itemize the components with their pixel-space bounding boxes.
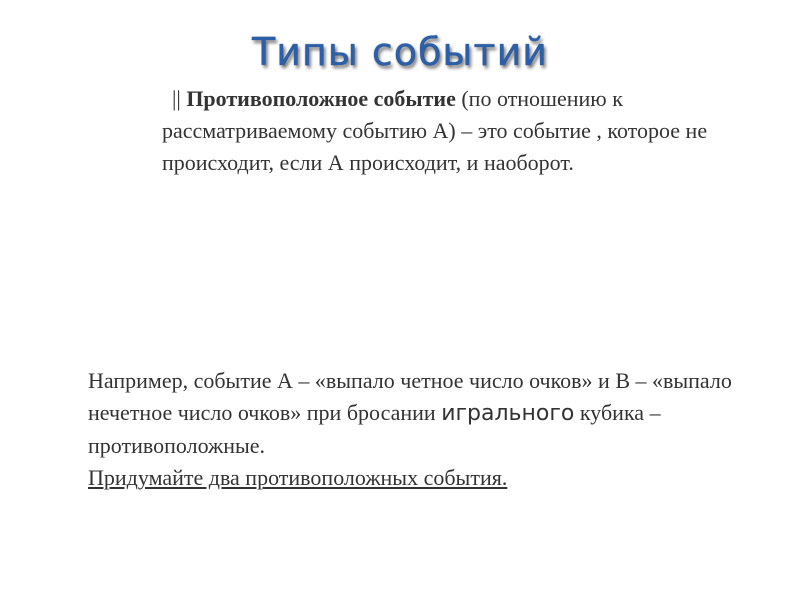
example-text-2: игрального [441,401,575,426]
definition-text: (по отношению к рассматриваемому событию А) – это событие , которое не происходит, если А происходит, и наоборот. [162,86,708,175]
slide-title: Типы событий [252,30,548,74]
example-text-1: Например, событие А – «выпало четное число очков» и В – «выпало нечетное число очков» при бросании [88,368,732,425]
example-paragraph [88,365,778,494]
definition-marker: || [172,86,181,111]
task-link[interactable]: Придумайте два противоположных события. [88,465,508,490]
definition-term: Противоположное событие [186,86,456,111]
example-text-3: кубика – противоположные. [88,400,661,458]
definition-paragraph [162,83,752,179]
